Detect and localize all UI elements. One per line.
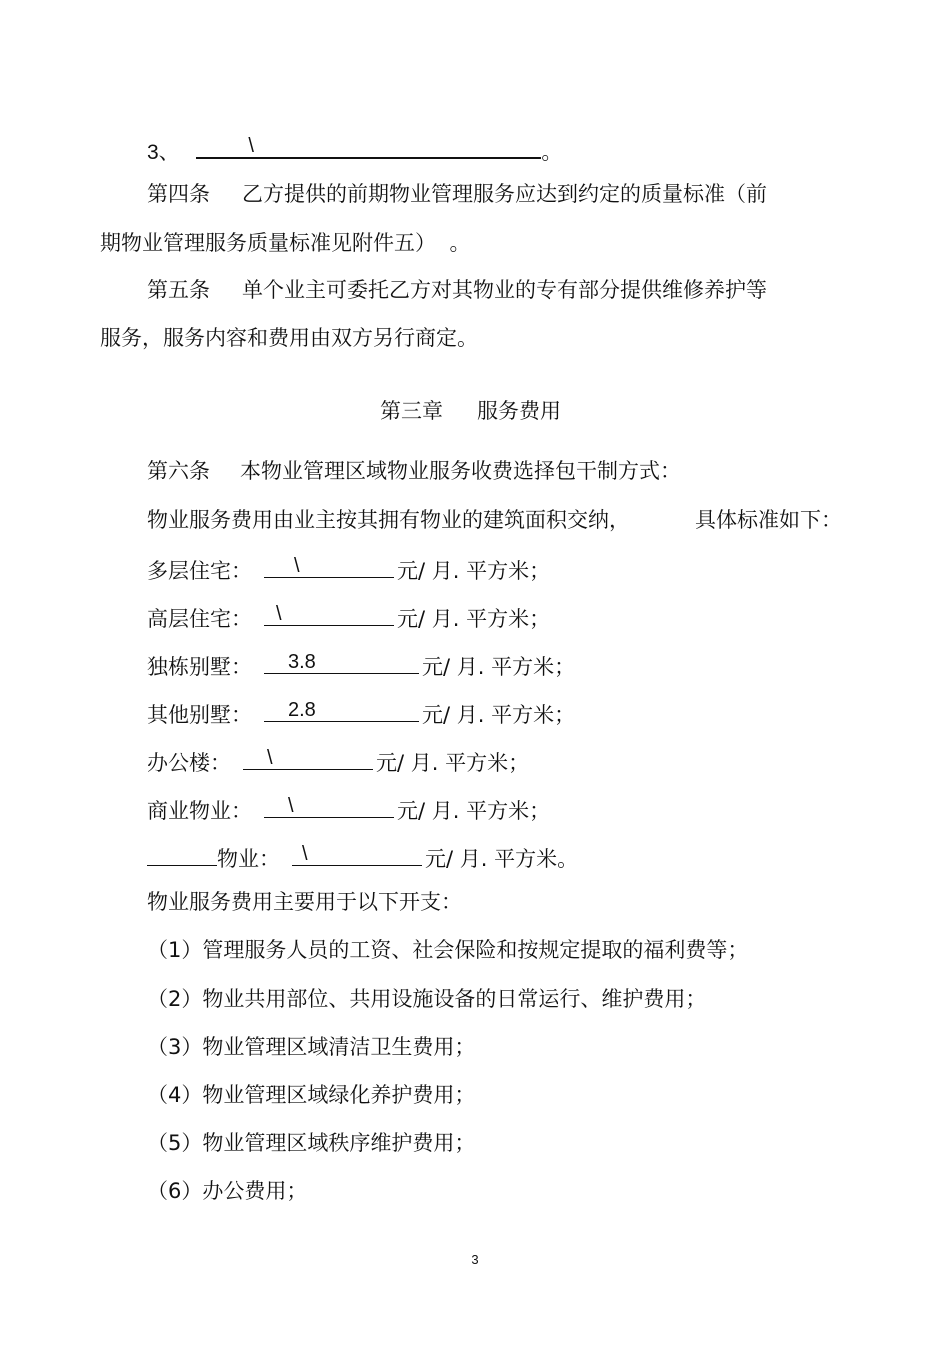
fee-value: \: [267, 747, 273, 769]
fee-unit: 元/ 月. 平方米；: [422, 703, 576, 727]
expense-item-4: （4）物业管理区域绿化养护费用；: [147, 1083, 476, 1107]
fee-intro-text-1: 物业服务费用由业主按其拥有物业的建筑面积交纳，: [147, 508, 630, 532]
fee-value: \: [288, 795, 294, 817]
expense-item-2: （2）物业共用部位、共用设施设备的日常运行、维护费用；: [147, 987, 707, 1011]
fee-blank: [264, 601, 394, 626]
fee-unit: 元/ 月. 平方米；: [422, 655, 576, 679]
fee-unit: 元/ 月. 平方米；: [376, 751, 530, 775]
fee-unit: 元/ 月. 平方米。: [425, 847, 579, 871]
article-4-line-1: [147, 180, 767, 208]
expense-intro: 物业服务费用主要用于以下开支：: [147, 890, 462, 914]
fee-unit: 元/ 月. 平方米；: [397, 799, 551, 823]
fee-row-highrise: [147, 601, 550, 633]
fee-unit: 元/ 月. 平方米；: [397, 559, 551, 583]
article-6-line: [147, 457, 681, 485]
fee-blank: [243, 745, 373, 770]
article-4-end: 。: [449, 231, 471, 255]
property-type-blank: [147, 841, 217, 866]
expense-item-1: （1）管理服务人员的工资、社会保险和按规定提取的福利费等；: [147, 938, 749, 962]
expense-item-5: （5）物业管理区域秩序维护费用；: [147, 1131, 476, 1155]
fee-value: 3.8: [288, 651, 316, 673]
article-6-text: 本物业管理区域物业服务收费选择包干制方式：: [240, 459, 681, 483]
fee-label: 商业物业：: [147, 799, 252, 823]
fee-blank: [264, 553, 394, 578]
item-3-end: 。: [541, 140, 563, 164]
item-3-number: 3、: [147, 141, 180, 164]
item-3-value: \: [248, 135, 254, 157]
fee-blank: [264, 697, 419, 722]
article-4-line-2: [100, 229, 471, 257]
article-5-line-1: [147, 276, 767, 304]
expense-item-3: （3）物业管理区域清洁卫生费用；: [147, 1035, 476, 1059]
fee-row-other-villa: [147, 697, 575, 729]
fee-label: 独栋别墅：: [147, 655, 252, 679]
fee-intro-line-2: [695, 506, 842, 534]
fee-label: 其他别墅：: [147, 703, 252, 727]
fee-label: 办公楼：: [147, 751, 231, 775]
expense-item-6: （6）办公费用；: [147, 1179, 308, 1203]
fee-row-detached-villa: [147, 649, 575, 681]
article-6-label: 第六条: [147, 459, 210, 483]
article-5-line-2: [100, 324, 478, 352]
fee-label: 高层住宅：: [147, 607, 252, 631]
fee-value: \: [302, 843, 308, 865]
fee-row-custom: [147, 841, 578, 873]
item-3-blank: [196, 133, 541, 159]
fee-blank: [264, 793, 394, 818]
article-4-text-1: 乙方提供的前期物业管理服务应达到约定的质量标准（前: [242, 182, 767, 206]
fee-row-commercial: [147, 793, 550, 825]
fee-value: 2.8: [288, 699, 316, 721]
article-5-text-1: 单个业主可委托乙方对其物业的专有部分提供维修养护等: [242, 278, 767, 302]
fee-unit: 元/ 月. 平方米；: [397, 607, 551, 631]
fee-row-multistory: [147, 553, 550, 585]
chapter-heading: [380, 397, 561, 425]
fee-row-office: [147, 745, 529, 777]
fee-value: \: [276, 603, 282, 625]
fee-value: \: [294, 555, 300, 577]
article-4-text-2: 期物业管理服务质量标准见附件五）: [100, 231, 426, 255]
fee-label: 多层住宅：: [147, 559, 252, 583]
fee-intro-line: [147, 506, 630, 534]
chapter-title: 服务费用: [477, 399, 561, 423]
chapter-number: 第三章: [380, 399, 443, 423]
article-4-label: 第四条: [147, 182, 210, 206]
fee-blank: [264, 649, 419, 674]
fee-blank: [292, 841, 422, 866]
article-5-label: 第五条: [147, 278, 210, 302]
page-number: 3: [471, 1252, 479, 1267]
fee-label: 物业：: [217, 847, 280, 871]
item-3-line: [147, 133, 562, 167]
fee-intro-text-2: 具体标准如下：: [695, 508, 842, 532]
article-5-text-2: 服务，服务内容和费用由双方另行商定。: [100, 326, 478, 350]
